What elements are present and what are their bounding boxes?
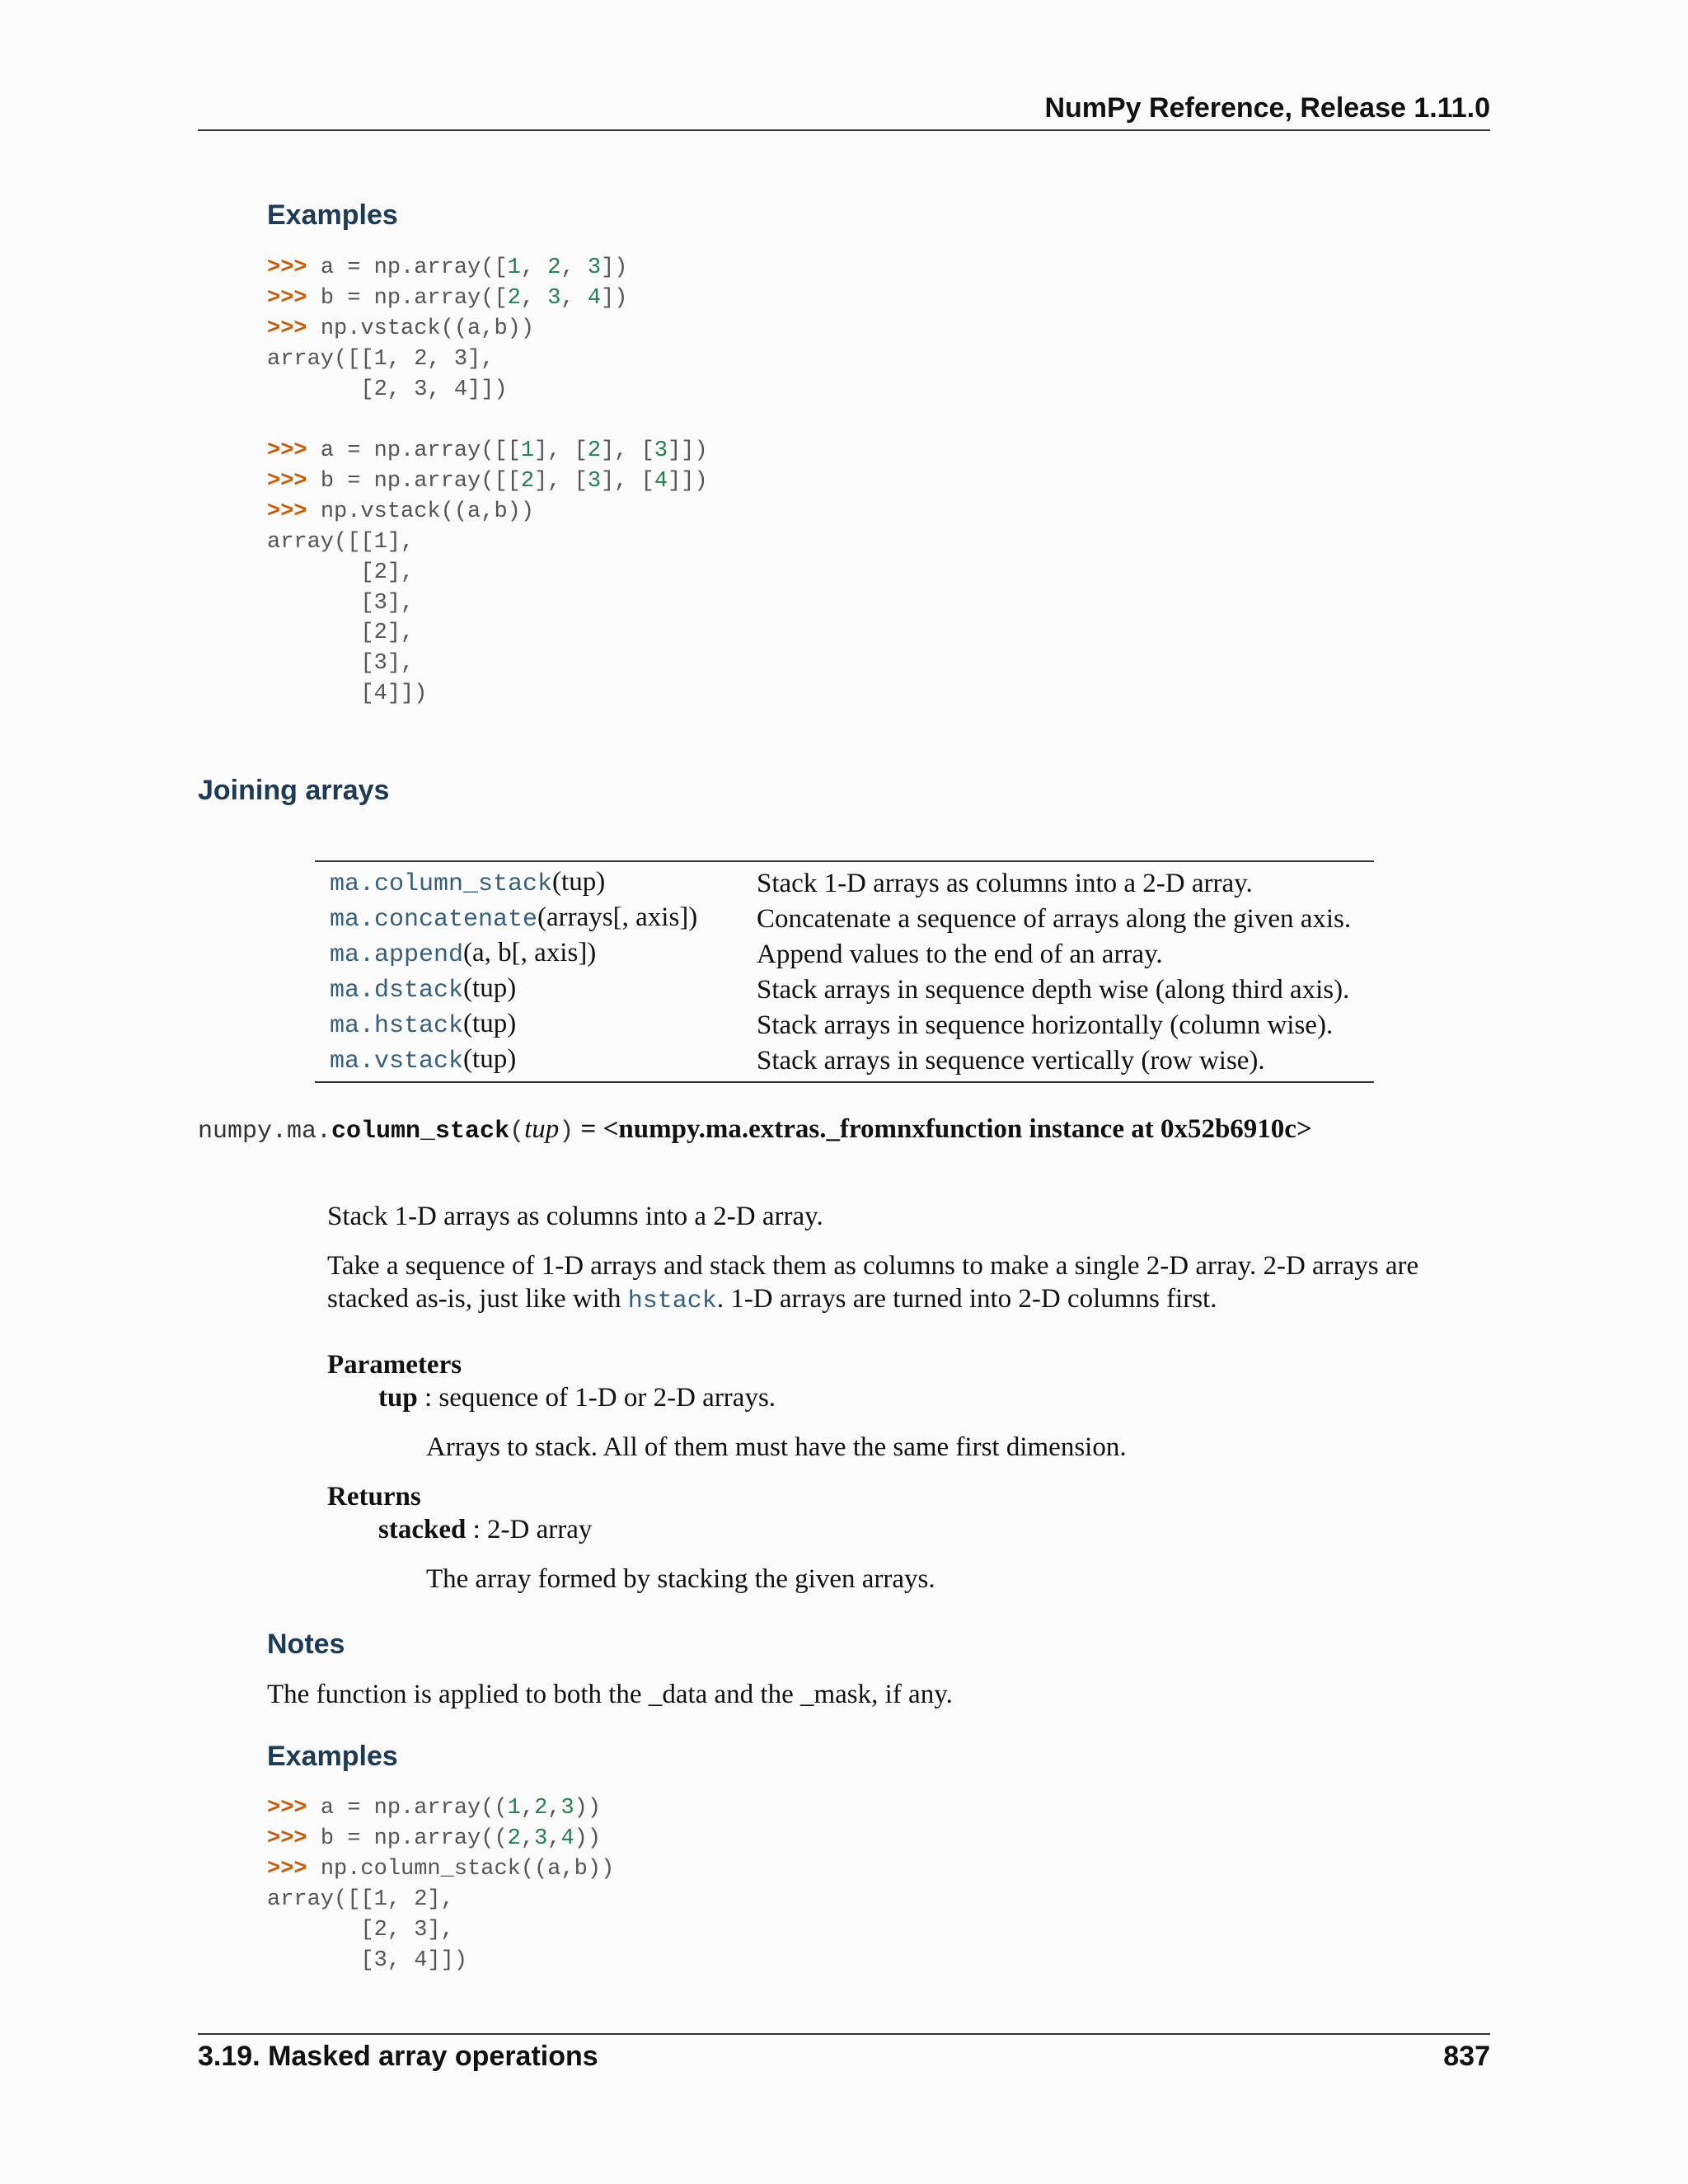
code-token: 1	[520, 438, 535, 463]
table-row	[315, 901, 1374, 936]
function-cell	[315, 901, 742, 936]
code-token: 3	[547, 285, 561, 311]
function-args: (tup)	[552, 867, 606, 897]
function-args: (tup)	[463, 973, 517, 1003]
parameters-heading: Parameters	[327, 1350, 462, 1380]
table-row	[315, 936, 1374, 972]
joining-arrays-heading: Joining arrays	[198, 775, 390, 806]
prompt: >>>	[267, 499, 321, 524]
function-description: Stack arrays in sequence horizontally (column wise).	[757, 1010, 1334, 1040]
signature-close-paren: )	[559, 1118, 574, 1146]
code-token: b = np.array([[	[320, 468, 521, 494]
return-description: The array formed by stacking the given arrays.	[426, 1564, 935, 1594]
code-token: [4]])	[267, 682, 428, 707]
code-token: ,	[547, 1825, 561, 1851]
doc-description	[327, 1249, 1432, 1318]
function-args: (tup)	[463, 1044, 517, 1074]
code-token: [3],	[267, 651, 415, 677]
code-block-vstack-1d	[267, 253, 627, 405]
code-token: np.vstack((a,b))	[320, 499, 535, 524]
code-token: np.column_stack((a,b))	[320, 1856, 615, 1882]
code-token: ]])	[668, 438, 708, 463]
joining-arrays-table	[315, 860, 1374, 1083]
code-token: [3],	[267, 590, 415, 616]
running-header: NumPy Reference, Release 1.11.0	[1044, 92, 1490, 124]
param-type: : sequence of 1-D or 2-D arrays.	[417, 1383, 776, 1413]
function-link[interactable]: ma.dstack	[330, 977, 464, 1005]
examples-heading-2: Examples	[267, 1741, 398, 1772]
code-token: array([[1],	[267, 529, 415, 555]
code-token: a = np.array([[	[320, 438, 521, 463]
code-token: 2	[507, 1825, 521, 1851]
code-token: ))	[574, 1796, 602, 1821]
code-token: ]])	[668, 468, 708, 494]
function-description: Append values to the end of an array.	[757, 939, 1163, 969]
code-token: ], [	[601, 468, 654, 494]
signature-name: column_stack	[331, 1118, 510, 1146]
code-token: ,	[520, 1825, 535, 1851]
notes-heading: Notes	[267, 1629, 345, 1660]
function-link[interactable]: ma.column_stack	[330, 870, 553, 898]
prompt: >>>	[267, 1856, 321, 1882]
function-cell	[315, 1043, 742, 1082]
param-entry	[378, 1381, 776, 1414]
hstack-link[interactable]: hstack	[627, 1287, 717, 1315]
code-token: ], [	[601, 438, 654, 463]
prompt: >>>	[267, 316, 321, 341]
function-description: Stack 1-D arrays as columns into a 2-D array.	[757, 868, 1253, 898]
notes-text: The function is applied to both the _data and the _mask, if any.	[267, 1680, 953, 1709]
function-link[interactable]: ma.concatenate	[330, 906, 538, 934]
function-args: (tup)	[463, 1009, 517, 1038]
code-token: ])	[601, 285, 628, 311]
function-link[interactable]: ma.hstack	[330, 1012, 464, 1040]
code-token: [2, 3, 4]])	[267, 377, 508, 402]
code-token: array([[1, 2],	[267, 1886, 454, 1912]
prompt: >>>	[267, 1825, 321, 1851]
function-args: (arrays[, axis])	[537, 902, 698, 932]
code-token: np.vstack((a,b))	[320, 316, 535, 341]
table-row	[315, 972, 1374, 1007]
code-token: 3	[587, 255, 602, 280]
footer-rule	[198, 2033, 1490, 2035]
table-row	[315, 1007, 1374, 1043]
param-description: Arrays to stack. All of them must have the same first dimension.	[426, 1432, 1127, 1462]
code-block-vstack-2d	[267, 436, 708, 710]
code-token: [2],	[267, 560, 415, 585]
function-signature	[198, 1114, 1312, 1146]
code-token: ,	[520, 285, 548, 311]
code-token: ,	[520, 255, 548, 280]
page-number: 837	[1443, 2041, 1490, 2072]
signature-open-paren: (	[509, 1118, 525, 1146]
code-token: [2],	[267, 621, 415, 646]
code-token: 4	[587, 285, 602, 311]
code-token: ,	[547, 1796, 561, 1821]
code-token: [3, 4]])	[267, 1947, 468, 1973]
code-token: b = np.array((	[320, 1825, 508, 1851]
header-rule	[198, 129, 1490, 131]
function-cell	[315, 861, 742, 901]
code-token: array([[1, 2, 3],	[267, 346, 495, 372]
param-name: tup	[378, 1383, 418, 1413]
prompt: >>>	[267, 1796, 321, 1821]
prompt: >>>	[267, 438, 321, 463]
function-cell	[315, 972, 742, 1007]
code-token: 4	[654, 468, 668, 494]
signature-param: tup	[524, 1114, 560, 1144]
code-token: ,	[560, 255, 588, 280]
return-name: stacked	[378, 1515, 467, 1544]
code-token: ,	[520, 1796, 535, 1821]
function-description: Stack arrays in sequence vertically (row wise).	[757, 1045, 1265, 1076]
code-token: 2	[534, 1796, 548, 1821]
code-token: 3	[654, 438, 668, 463]
code-token: 2	[507, 285, 521, 311]
code-token: a = np.array((	[320, 1796, 508, 1821]
return-entry	[378, 1513, 592, 1546]
code-token: 3	[534, 1825, 548, 1851]
code-token: b = np.array([	[320, 285, 508, 311]
function-cell	[315, 1007, 742, 1043]
code-token: 2	[520, 468, 535, 494]
code-token: 1	[507, 255, 521, 280]
code-token: 2	[547, 255, 561, 280]
function-link[interactable]: ma.vstack	[330, 1047, 464, 1076]
return-type: : 2-D array	[466, 1515, 593, 1544]
function-description: Stack arrays in sequence depth wise (along third axis).	[757, 974, 1350, 1005]
code-token: ,	[560, 285, 588, 311]
code-token: 3	[587, 468, 602, 494]
code-token: a = np.array([	[320, 255, 508, 280]
prompt: >>>	[267, 255, 321, 280]
doc-summary: Stack 1-D arrays as columns into a 2-D array.	[327, 1202, 823, 1231]
code-token: ])	[601, 255, 628, 280]
code-token: ], [	[534, 438, 588, 463]
desc-text-2: . 1-D arrays are turned into 2-D columns first.	[716, 1284, 1217, 1314]
code-block-column-stack	[267, 1793, 614, 1975]
signature-module: numpy.ma.	[198, 1118, 332, 1146]
code-token: ))	[574, 1825, 602, 1851]
code-token: 3	[560, 1796, 574, 1821]
function-cell	[315, 936, 742, 972]
table-row	[315, 861, 1374, 901]
code-token: 2	[587, 438, 602, 463]
code-token: 1	[507, 1796, 521, 1821]
table-row	[315, 1043, 1374, 1082]
function-link[interactable]: ma.append	[330, 941, 464, 969]
footer-section: 3.19. Masked array operations	[198, 2041, 598, 2072]
desc-text-1: Take a sequence of 1-D arrays and stack them as columns to make a single 2-D array. 2-D arrays are stacked as-is, just like with	[327, 1251, 1419, 1314]
prompt: >>>	[267, 285, 321, 311]
code-token: ], [	[534, 468, 588, 494]
returns-heading: Returns	[327, 1482, 421, 1511]
signature-value: = <numpy.ma.extras._fromnxfunction instance at 0x52b6910c>	[574, 1114, 1312, 1144]
prompt: >>>	[267, 468, 321, 494]
code-token: 4	[560, 1825, 574, 1851]
examples-heading: Examples	[267, 199, 398, 231]
function-description: Concatenate a sequence of arrays along the given axis.	[757, 903, 1352, 934]
code-token: [2, 3],	[267, 1917, 454, 1943]
function-args: (a, b[, axis])	[463, 938, 597, 968]
